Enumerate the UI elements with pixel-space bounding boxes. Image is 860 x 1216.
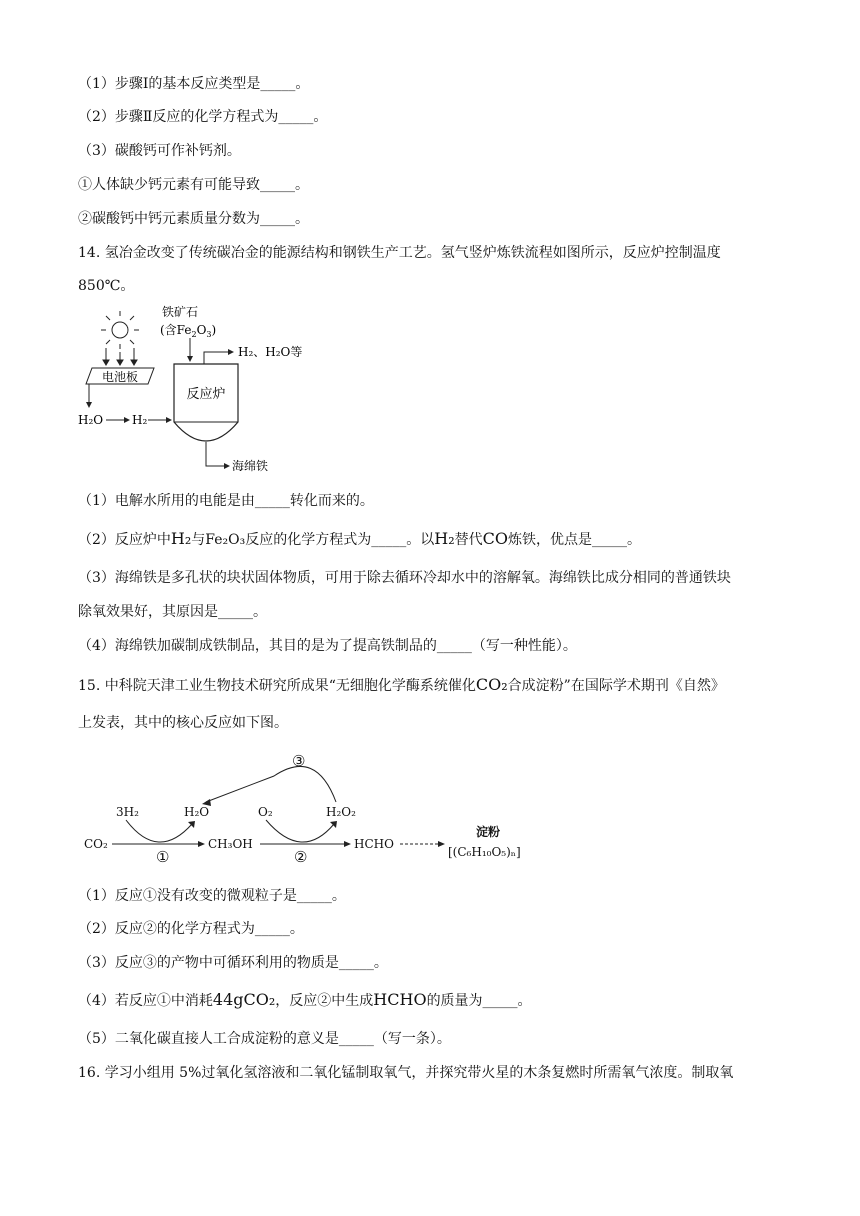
q15-sub2: （2）反应②的化学方程式为_____。 <box>78 921 304 937</box>
q14-sub1: （1）电解水所用的电能是由_____转化而来的。 <box>78 493 374 509</box>
top-output-label: H₂、H₂O等 <box>238 345 303 359</box>
q15-stem-line1: 15. 中科院天津工业生物技术研究所成果“无细胞化学酶系统催化CO₂合成淀粉”在国际学术期刊《自然》 <box>78 675 725 694</box>
q14-sub4: （4）海绵铁加碳制成铁制品，其目的是为了提高铁制品的_____（写一种性能）。 <box>78 638 577 654</box>
q15-sub1: （1）反应①没有改变的微观粒子是_____。 <box>78 888 346 904</box>
h2o2-label: H₂O₂ <box>326 805 356 819</box>
q13-sub2: （2）步骤Ⅱ反应的化学方程式为_____。 <box>78 109 328 125</box>
water-label: H₂O <box>78 413 104 427</box>
q13-sub3: （3）碳酸钙可作补钙剂。 <box>78 143 241 159</box>
co2-label: CO₂ <box>84 837 108 851</box>
ore-label: 铁矿石 <box>162 305 199 319</box>
sun-icon <box>101 311 139 349</box>
q14-sub3-line1: （3）海绵铁是多孔状的块状固体物质，可用于除去循环冷却水中的溶解氧。海绵铁比成分相同的普通铁块 <box>78 570 731 586</box>
q13-sub3a: ①人体缺少钙元素有可能导致_____。 <box>78 177 309 193</box>
h2o-label: H₂O <box>184 805 210 819</box>
reaction-2-marker: ② <box>294 848 308 866</box>
battery-label: 电池板 <box>101 370 139 384</box>
starch-label: 淀粉 <box>476 825 501 839</box>
furnace-label: 反应炉 <box>186 387 226 402</box>
q14-sub2: （2）反应炉中H₂与Fe₂O₃反应的化学方程式为_____。以H₂替代CO炼铁，优点是_____。 <box>78 529 641 548</box>
starch-formula: [(C₆H₁₀O₅)ₙ] <box>448 845 521 859</box>
q14-stem-line1: 14. 氢冶金改变了传统碳冶金的能源结构和钢铁生产工艺。氢气竖炉炼铁流程如图所示，反应炉控制温度 <box>78 245 721 261</box>
formaldehyde-label: HCHO <box>354 837 394 851</box>
q15-sub4: （4）若反应①中消耗44gCO₂，反应②中生成HCHO的质量为_____。 <box>78 990 532 1009</box>
reaction-1-marker: ① <box>156 848 170 866</box>
reaction-3-marker: ③ <box>292 752 306 770</box>
methanol-label: CH₃OH <box>208 837 253 851</box>
o2-label: O₂ <box>258 805 273 819</box>
q15-reaction-diagram <box>80 744 540 869</box>
q13-sub3b: ②碳酸钙中钙元素质量分数为_____。 <box>78 211 309 227</box>
q15-sub5: （5）二氧化碳直接人工合成淀粉的意义是_____（写一条）。 <box>78 1031 451 1047</box>
reaction-furnace <box>174 364 238 441</box>
hydrogen-label: H₂ <box>132 413 148 427</box>
q13-sub1: （1）步骤Ⅰ的基本反应类型是_____。 <box>78 76 310 92</box>
q14-stem-line2: 850℃。 <box>78 278 135 294</box>
q14-sub3-line2: 除氧效果好，其原因是_____。 <box>78 604 267 620</box>
ore-formula: (含$Fe_2O_3$) <box>160 323 217 339</box>
q15-stem-line2: 上发表，其中的核心反应如下图。 <box>78 715 288 731</box>
bottom-output-label: 海绵铁 <box>232 459 269 473</box>
h2-label: 3H₂ <box>116 805 139 819</box>
q15-sub3: （3）反应③的产物中可循环利用的物质是_____。 <box>78 955 388 971</box>
q14-flow-diagram <box>72 300 372 485</box>
q16-stem: 16. 学习小组用 5%过氧化氢溶液和二氧化锰制取氧气，并探究带火星的木条复燃时所需氧气浓度。制取氧 <box>78 1065 734 1081</box>
